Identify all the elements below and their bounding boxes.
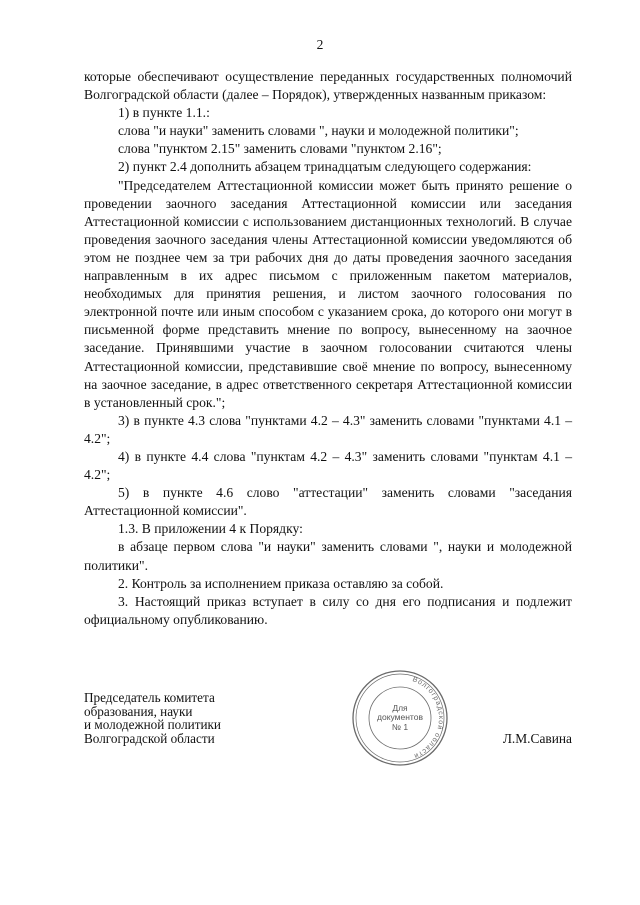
paragraph: слова "пунктом 2.15" заменить словами "пунктом 2.16"; (118, 141, 442, 157)
stamp-text: документов (377, 712, 423, 723)
signature-line: и молодежной политики (84, 717, 221, 733)
page-number: 2 (316, 37, 324, 52)
paragraph: 1.3. В приложении 4 к Порядку: (118, 521, 303, 537)
stamp-text: Для (392, 702, 408, 713)
signature-line: Председатель комитета (84, 690, 215, 705)
signer-name: Л.М.Савина (502, 731, 572, 746)
paragraph: 1) в пункте 1.1.: (118, 105, 210, 121)
paragraph: 2. Контроль за исполнением приказа оставляю за собой. (118, 575, 444, 591)
signature-line: Волгоградской области (84, 730, 215, 746)
paragraph: "Председателем Аттестационной комиссии может быть принято решение о проведении заочного заседания Аттестационной комиссии или заседания Аттестационной комиссии с использованием дистанционных технологий. В случае проведения заочного заседания члены Аттестационной комиссии уведомляются об этом не позднее чем за три рабочих дня до даты проведения заочного заседания направленным в их адрес письмом с приложенным пакетом материалов, необходимых для принятия решения, и листом заочного голосования по электронной почте или иным способом с указанием срока, до которого они могут в письменной форме представить мнение по вопросу, вынесенному на заочное заседание. Принявшими участие в заочном голосовании считаются члены Аттестационной комиссии, представившие своё мнение по вопросу, вынесенному на заочное заседание, в адрес ответственного секретаря Аттестационной комиссии в установленный срок."; (84, 177, 572, 410)
signature-position (84, 691, 324, 745)
paragraph: 4) в пункте 4.4 слова "пунктам 4.2 – 4.3" заменить словами "пунктам 4.1 – 4.2"; (84, 448, 572, 483)
paragraph: 5) в пункте 4.6 слово "аттестации" заменить словами "заседания Аттестационной комиссии". (84, 485, 572, 519)
stamp-text: № 1 (391, 721, 409, 732)
paragraph: которые обеспечивают осуществление переданных государственных полномочий Волгоградской области (далее – Порядок), утвержденных названным приказом: (84, 69, 572, 103)
paragraph: 2) пункт 2.4 дополнить абзацем тринадцатым следующего содержания: (118, 159, 532, 175)
paragraph: 3) в пункте 4.3 слова "пунктами 4.2 – 4.3" заменить словами "пунктами 4.1 – 4.2"; (84, 412, 572, 446)
official-stamp (350, 668, 450, 768)
stamp-center (350, 668, 450, 768)
signature-line: образования, науки (84, 703, 193, 719)
paragraph: 3. Настоящий приказ вступает в силу со дня его подписания и подлежит официальному опубликованию. (84, 593, 572, 627)
paragraph: слова "и науки" заменить словами ", науки и молодежной политики"; (118, 123, 519, 139)
paragraph: в абзаце первом слова "и науки" заменить словами ", науки и молодежной политики". (84, 539, 572, 573)
stamp-ring-text: Волгоградской области (411, 676, 445, 760)
document-body (84, 68, 572, 629)
